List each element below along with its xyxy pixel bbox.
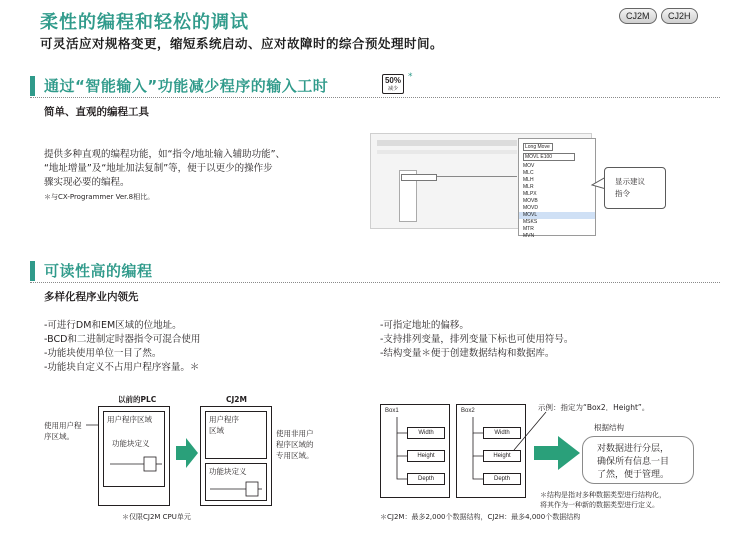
screenshot-input bbox=[401, 174, 437, 181]
feature-list-left bbox=[44, 319, 364, 375]
old-fb-label: 功能块定义 bbox=[112, 439, 150, 448]
popup-input[interactable]: MOVL E100 bbox=[523, 153, 575, 161]
list-item: -功能块自定义不占用户程序容量。＊ bbox=[44, 362, 200, 373]
tree-connector bbox=[395, 417, 407, 481]
fb-block-icon bbox=[210, 480, 262, 498]
ladder-rung bbox=[437, 176, 517, 177]
note-line: 使用非用户 bbox=[276, 429, 314, 438]
cj2m-memory bbox=[200, 406, 272, 506]
note-line: 程序区域的 bbox=[276, 440, 314, 449]
box1-structure bbox=[380, 404, 450, 498]
list-item: -可指定地址的偏移。 bbox=[380, 320, 469, 331]
popup-item[interactable]: MLC bbox=[523, 170, 534, 176]
page-subtitle: 可灵活应对规格变更，缩短系统启动、应对故障时的综合预处理时间。 bbox=[40, 36, 444, 51]
structure-footnote: ＊CJ2M：最多2,000个数据结构，CJ2H：最多4,000个数据结构 bbox=[380, 513, 581, 521]
left-note bbox=[44, 420, 82, 442]
field-depth: Depth bbox=[407, 473, 445, 485]
list-item: -可进行DM和EM区域的位地址。 bbox=[44, 320, 182, 331]
fb-block-icon bbox=[110, 454, 162, 474]
note-line: 专用区域。 bbox=[276, 451, 314, 460]
popup-item[interactable]: MLPX bbox=[523, 191, 537, 197]
note-line: ＊结构是指对多种数据类型进行结构化， bbox=[540, 491, 666, 499]
section-footnote: ＊与CX-Programmer Ver.8相比。 bbox=[44, 193, 155, 201]
structure-arrow bbox=[534, 436, 580, 470]
bubble-line: 了然，便于管理。 bbox=[597, 470, 670, 480]
suggestion-callout bbox=[604, 167, 666, 209]
area-title-line: 区域 bbox=[209, 426, 224, 435]
section-title: 可读性高的编程 bbox=[44, 262, 153, 280]
old-user-program-area bbox=[103, 411, 165, 487]
reduction-badge bbox=[382, 74, 404, 94]
field-height: Height bbox=[483, 450, 521, 462]
bubble-line: 确保所有信息一目 bbox=[597, 457, 670, 467]
field-width: Width bbox=[407, 427, 445, 439]
example-label: 示例：指定为“Box2．Height”。 bbox=[538, 403, 650, 412]
bubble-line: 对数据进行分层， bbox=[597, 444, 670, 454]
popup-title: Long Move bbox=[523, 143, 553, 151]
old-plc-memory bbox=[98, 406, 170, 506]
area-title-line: 用户程序 bbox=[209, 415, 239, 424]
badge-label: 减少 bbox=[387, 86, 398, 92]
popup-item[interactable]: MSKS bbox=[523, 219, 538, 225]
right-note bbox=[276, 428, 314, 461]
new-user-program-area bbox=[205, 411, 267, 459]
list-item: -BCD和二进制定时器指令可混合使用 bbox=[44, 334, 201, 345]
list-item: -结构变量＊便于创建数据结构和数据库。 bbox=[380, 348, 555, 359]
section-accent-bar bbox=[30, 76, 35, 96]
cj2m-label: CJ2M bbox=[226, 395, 247, 404]
new-area-title bbox=[206, 412, 266, 436]
popup-item[interactable]: MLH bbox=[523, 177, 534, 183]
screenshot-toolbar bbox=[377, 150, 517, 154]
section-header-smart-input bbox=[30, 72, 720, 98]
badge-value: 50% bbox=[384, 76, 401, 85]
popup-item-selected[interactable]: MOVL bbox=[519, 212, 595, 219]
note-line: 序区域。 bbox=[44, 432, 74, 441]
screenshot-toolbar bbox=[377, 140, 517, 146]
instruction-suggestion-popup bbox=[518, 138, 596, 239]
old-area-title: 用户程序区域 bbox=[107, 415, 152, 424]
section-accent-bar bbox=[30, 261, 35, 281]
struct-benefit-bubble bbox=[582, 436, 694, 484]
field-width: Width bbox=[483, 427, 521, 439]
old-plc-label: 以前的PLC bbox=[118, 395, 157, 404]
field-height: Height bbox=[407, 450, 445, 462]
callout-line: 显示建议 bbox=[615, 177, 645, 186]
popup-item[interactable]: MTR bbox=[523, 226, 534, 232]
footnote-star: * bbox=[408, 72, 413, 82]
section-subheading: 多样化程序业内领先 bbox=[44, 291, 139, 303]
popup-item[interactable]: MVN bbox=[523, 233, 535, 239]
box2-label: Box2 bbox=[461, 408, 475, 414]
diagram-footnote: ＊仅限CJ2M CPU单元 bbox=[122, 513, 191, 521]
paragraph-line: 提供多种直观的编程功能，如“指令/地址输入辅助功能”、 bbox=[44, 149, 286, 160]
model-badge-cj2m: CJ2M bbox=[619, 8, 657, 24]
new-fb-label: 功能块定义 bbox=[209, 467, 247, 476]
popup-item[interactable]: MLR bbox=[523, 184, 534, 190]
section-paragraph bbox=[44, 148, 364, 190]
section-title: 通过“智能输入”功能减少程序的输入工时 bbox=[44, 77, 329, 95]
field-depth: Depth bbox=[483, 473, 521, 485]
page-title: 柔性的编程和轻松的调试 bbox=[40, 12, 249, 33]
section-header-readable bbox=[30, 257, 720, 283]
paragraph-line: 骤实现必要的编程。 bbox=[44, 177, 130, 188]
popup-item[interactable]: MOVD bbox=[523, 205, 538, 211]
note-line: 将其作为一种新的数据类型进行定义。 bbox=[540, 501, 659, 509]
structure-note bbox=[540, 490, 666, 510]
model-badge-cj2h: CJ2H bbox=[661, 8, 698, 24]
feature-list-right bbox=[380, 319, 720, 361]
section-subheading: 简单、直观的编程工具 bbox=[44, 106, 149, 118]
callout-line: 指令 bbox=[615, 189, 630, 198]
box1-label: Box1 bbox=[385, 408, 399, 414]
popup-item[interactable]: MOV bbox=[523, 163, 535, 169]
paragraph-line: “地址增量”及“地址加法复制”等，便于以更少的操作步 bbox=[44, 163, 273, 174]
transition-arrow bbox=[176, 438, 198, 468]
list-item: -支持排列变量，排列变量下标也可使用符号。 bbox=[380, 334, 574, 345]
tree-connector bbox=[471, 417, 483, 481]
note-line: 使用用户程 bbox=[44, 421, 82, 430]
struct-label: 根据结构 bbox=[594, 423, 624, 432]
list-item: -功能块使用单位一目了然。 bbox=[44, 348, 162, 359]
new-fb-area bbox=[205, 463, 267, 501]
popup-item[interactable]: MOVB bbox=[523, 198, 538, 204]
